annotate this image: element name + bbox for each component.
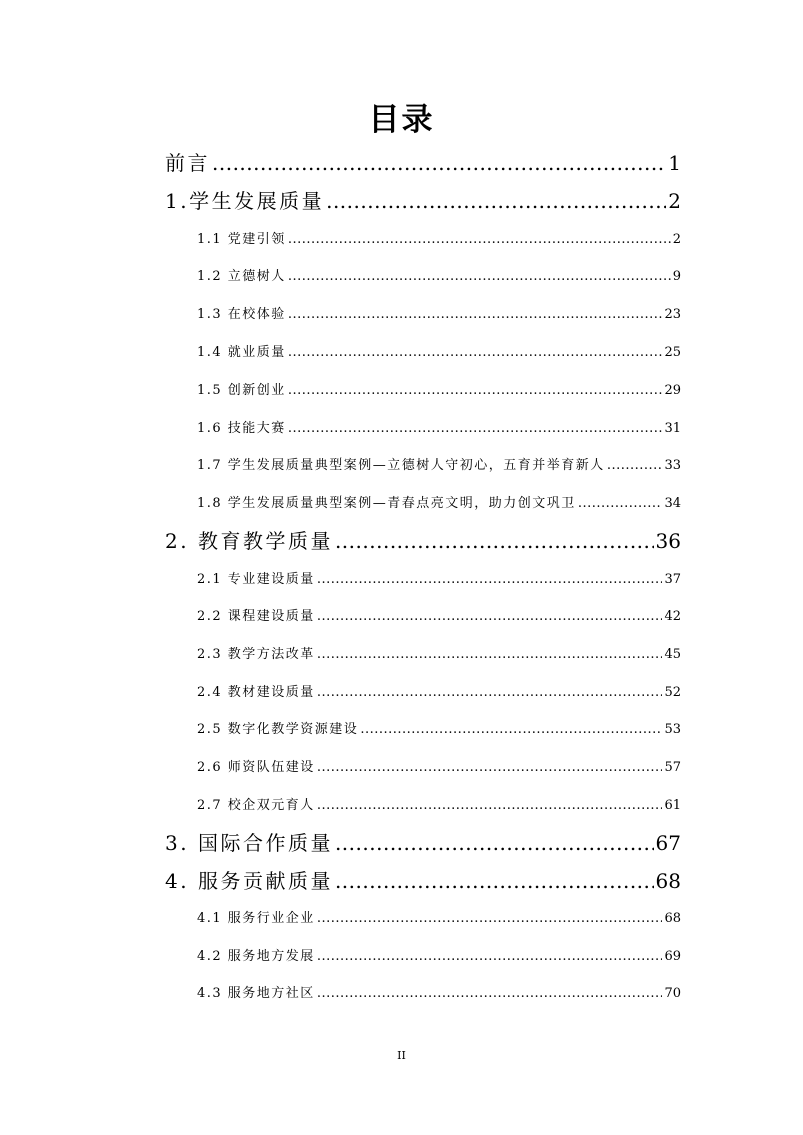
toc-leader-dots [360,719,662,741]
toc-entry-page: 42 [664,609,681,624]
toc-entry-page: 23 [664,307,681,322]
toc-entry-section-3[interactable] [165,828,681,858]
toc-entry-label: 1.1 党建引领 [197,232,286,247]
toc-entry-1-8[interactable] [197,493,681,515]
toc-entry-2-2[interactable] [197,606,681,628]
toc-entry-2-4[interactable] [197,682,681,704]
toc-entry-page: 25 [664,345,681,360]
toc-entry-label: 1.8 学生发展质量典型案例—青春点亮文明，助力创文巩卫 [197,496,576,511]
toc-entry-page: 2 [668,189,681,213]
toc-entry-label: 4.1 服务行业企业 [197,911,315,926]
toc-entry-label: 1.7 学生发展质量典型案例—立德树人守初心，五育并举育新人 [197,458,605,473]
page-title: 目录 [368,102,435,138]
toc-entry-label: 前言 [165,151,210,175]
toc-leader-dots [317,606,663,628]
toc-leader-dots [317,569,663,591]
toc-entry-page: 70 [664,986,681,1001]
toc-entry-1-2[interactable] [197,266,681,288]
page-number: II [397,1049,406,1062]
toc-entry-label: 2. 教育教学质量 [165,529,333,553]
toc-entry-label: 4. 服务贡献质量 [165,869,333,893]
toc-entry-4-1[interactable] [197,908,681,930]
toc-entry-page: 68 [664,911,681,926]
toc-entry-2-7[interactable] [197,795,681,817]
toc-entry-2-1[interactable] [197,569,681,591]
toc-entry-page: 2 [672,232,681,247]
toc-entry-1-1[interactable] [197,229,681,251]
toc-entry-section-2[interactable] [165,526,681,556]
toc-entry-4-3[interactable] [197,983,681,1005]
toc-entry-label: 1.6 技能大赛 [197,421,286,436]
toc-entry-label: 1.学生发展质量 [165,189,325,213]
toc-entry-label: 1.4 就业质量 [197,345,286,360]
toc-leader-dots [317,795,663,817]
toc-entry-label: 2.5 数字化教学资源建设 [197,722,359,737]
toc-entry-2-3[interactable] [197,644,681,666]
toc-leader-dots [288,304,663,326]
toc-entry-1-3[interactable] [197,304,681,326]
toc-entry-label: 1.3 在校体验 [197,307,286,322]
toc-leader-dots [317,682,663,704]
toc-entry-1-5[interactable] [197,380,681,402]
toc-leader-dots [212,148,666,178]
toc-entry-label: 2.1 专业建设质量 [197,572,315,587]
toc-entry-page: 69 [664,949,681,964]
toc-entry-label: 3. 国际合作质量 [165,831,333,855]
toc-entry-page: 53 [664,722,681,737]
toc-entry-label: 4.2 服务地方发展 [197,949,315,964]
toc-entry-1-4[interactable] [197,342,681,364]
toc-leader-dots [607,455,663,477]
toc-entry-label: 2.6 师资队伍建设 [197,760,315,775]
toc-entry-page: 67 [655,831,681,855]
toc-leader-dots [288,418,663,440]
toc-leader-dots [317,983,663,1005]
toc-leader-dots [288,342,663,364]
toc-entry-page: 36 [655,529,681,553]
toc-entry-label: 2.4 教材建设质量 [197,685,315,700]
toc-entry-page: 68 [655,869,681,893]
toc-entry-label: 2.2 课程建设质量 [197,609,315,624]
toc-entry-page: 33 [664,458,681,473]
toc-leader-dots [578,493,663,515]
toc-entry-section-4[interactable] [165,866,681,896]
toc-entry-section-1[interactable] [165,186,681,216]
toc-leader-dots [317,644,663,666]
toc-leader-dots [288,266,671,288]
toc-entry-1-6[interactable] [197,418,681,440]
toc-leader-dots [288,229,671,251]
toc-leader-dots [317,946,663,968]
toc-leader-dots [326,186,666,216]
toc-entry-page: 34 [664,496,681,511]
toc-leader-dots [335,828,654,858]
toc-entry-2-6[interactable] [197,757,681,779]
toc-entry-label: 1.2 立德树人 [197,269,286,284]
toc-entry-label: 4.3 服务地方社区 [197,986,315,1001]
toc-entry-label: 2.7 校企双元育人 [197,798,315,813]
toc-leader-dots [335,526,654,556]
toc-entry-label: 2.3 教学方法改革 [197,647,315,662]
toc-leader-dots [317,908,663,930]
toc-entry-page: 61 [664,798,681,813]
toc-entry-page: 45 [664,647,681,662]
toc-entry-page: 29 [664,383,681,398]
toc-entry-page: 52 [664,685,681,700]
toc-entry-page: 9 [672,269,681,284]
toc-leader-dots [317,757,663,779]
toc-entry-4-2[interactable] [197,946,681,968]
toc-entry-page: 1 [668,151,681,175]
toc-entry-preface[interactable] [165,148,681,178]
toc-entry-label: 1.5 创新创业 [197,383,286,398]
toc-entry-1-7[interactable] [197,455,681,477]
toc-entry-2-5[interactable] [197,719,681,741]
toc-leader-dots [335,866,654,896]
toc-entry-page: 37 [664,572,681,587]
toc-entry-page: 57 [664,760,681,775]
toc-entry-page: 31 [664,421,681,436]
toc-leader-dots [288,380,663,402]
